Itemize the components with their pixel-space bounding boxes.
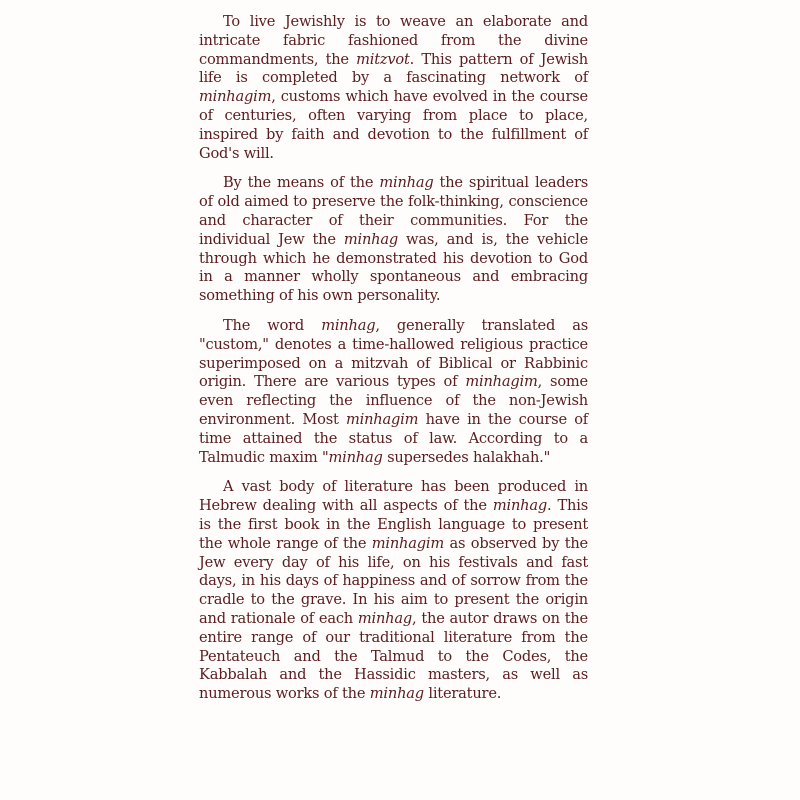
text-column <box>199 13 588 715</box>
italic-term: minhag <box>379 174 434 192</box>
text-run: , some even reflecting the influence of the non-Jewish environment. Most <box>199 373 588 428</box>
text-run: The word <box>223 316 322 334</box>
paragraph-4 <box>199 478 588 704</box>
italic-term: minhagim <box>371 534 445 552</box>
italic-term: minhagim <box>346 410 419 428</box>
text-run: , customs which have evolved in the course of centuries, often varying from place to place, inspired by faith and devotion to the fulfillment of God's will. <box>199 88 588 162</box>
text-run: By the means of the <box>223 174 380 192</box>
italic-term: minhagim <box>465 373 538 391</box>
text-run: , the autor draws on the entire range of our traditional literature from the Pentateuch and the Talmud to the Codes, the Kabbalah and the Hassidic masters, as well as numerous works of the <box>199 609 588 703</box>
italic-term: mitzvot <box>356 50 410 68</box>
italic-term: minhag <box>328 448 383 466</box>
text-run: . This is the first book in the English language to present the whole range of the <box>199 497 588 552</box>
italic-term: minhag <box>343 230 399 248</box>
text-run: , generally translated as "custom," denotes a time-hallowed religious practice superimposed on a mitzvah of Biblical or Rabbinic origin. There are various types of <box>199 316 588 391</box>
paragraph-1 <box>199 13 588 163</box>
italic-term: minhag <box>357 609 413 627</box>
italic-term: minhagim <box>199 88 272 106</box>
paragraph-3 <box>199 317 588 467</box>
italic-term: minhag <box>321 316 376 334</box>
italic-term: minhag <box>492 497 547 515</box>
paragraph-2 <box>199 174 588 306</box>
text-run: was, and is, the vehicle through which he demonstrated his devotion to God in a manner wholly spontaneous and embracing something of his own personality. <box>199 230 589 305</box>
text-run: To live Jewishly is to weave an elaborate and intricate fabric fashioned from the divine commandments, the <box>199 13 588 68</box>
text-run: have in the course of time attained the status of law. According to a Talmudic maxim " <box>199 410 589 466</box>
text-run: literature. <box>423 685 502 703</box>
text-run: the spiritual leaders of old aimed to preserve the folk-thinking, conscience and character of their communities. For the individual Jew the <box>199 174 589 248</box>
text-run: . This pattern of Jewish life is completed by a fascinating network of <box>199 50 588 87</box>
italic-term: minhag <box>369 685 424 703</box>
text-run: as observed by the Jew every day of his life, on his festivals and fast days, in his days of happiness and of sorrow from the cradle to the grave. In his aim to present the origin and rationale of each <box>199 534 588 627</box>
text-run: supersedes halakhah." <box>382 448 551 466</box>
text-run: A vast body of literature has been produced in Hebrew dealing with all aspects of the <box>199 478 588 515</box>
